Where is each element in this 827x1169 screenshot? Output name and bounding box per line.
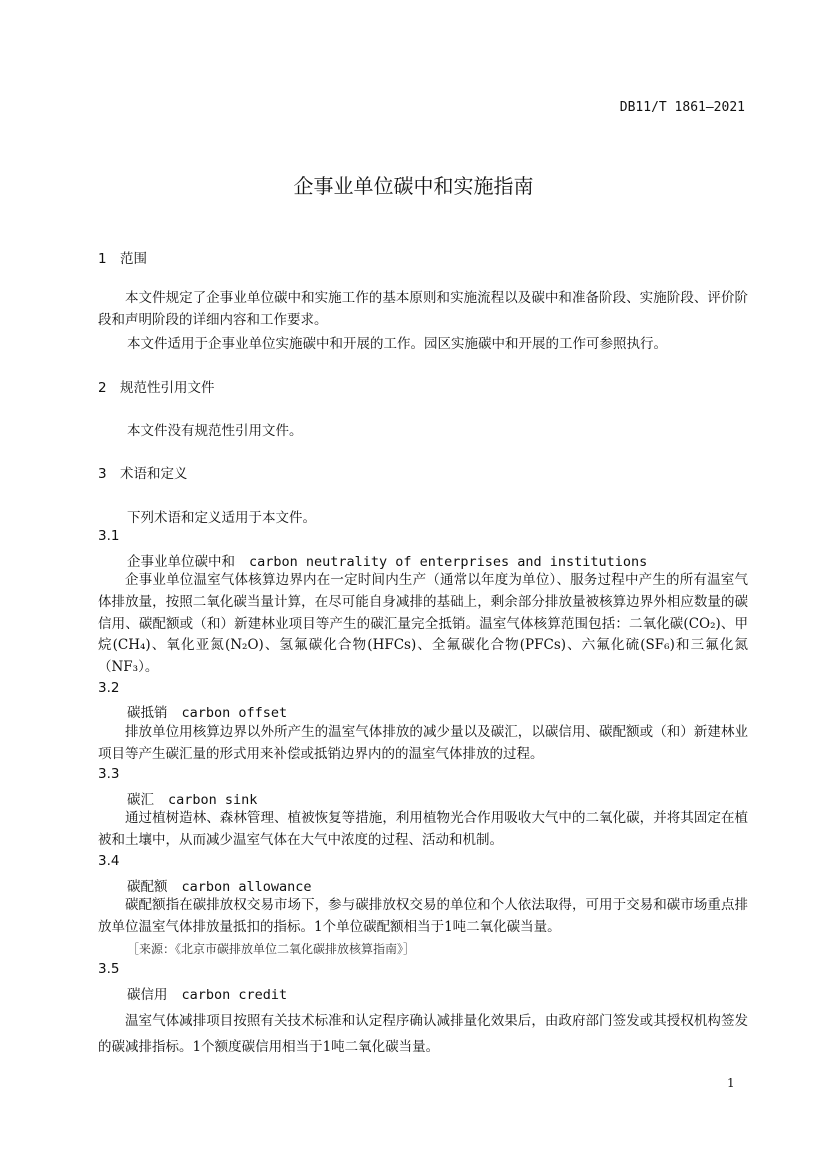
document-number: DB11/T 1861—2021 xyxy=(619,100,745,115)
section-number: 1 xyxy=(98,251,107,267)
term-number: 3.5 xyxy=(98,961,120,977)
term-title xyxy=(127,788,257,808)
term-definition: 企事业单位温室气体核算边界内在一定时间内生产（通常以年度为单位）、服务过程中产生的所有温室气体排放量，按照二氧化碳当量计算，在尽可能自身减排的基础上，剩余部分排放量被核算边界外相应数量的碳信用、碳配额或（和）新建林业项目等产生的碳汇量完全抵销。温室气体核算范围包括：二氧化碳(CO₂)、甲烷(CH₄)、氧化亚氮(N₂O)、氢氟碳化合物(HFCs)、全氟碳化合物(PFCs)、六氟化硫(SF₆)和三氟化氮（NF₃）。 xyxy=(98,572,748,676)
paragraph: 本文件规定了企事业单位碳中和实施工作的基本原则和实施流程以及碳中和准备阶段、实施阶段、评价阶段和声明阶段的详细内容和工作要求。 xyxy=(98,290,748,328)
section-number: 2 xyxy=(98,380,107,396)
term-definition: 碳配额指在碳排放权交易市场下，参与碳排放权交易的单位和个人依法取得，可用于交易和碳市场重点排放单位温室气体排放量抵扣的指标。1个单位碳配额相当于1吨二氧化碳当量。 xyxy=(98,897,748,935)
term-definition: 排放单位用核算边界以外所产生的温室气体排放的减少量以及碳汇，以碳信用、碳配额或（和）新建林业项目等产生碳汇量的形式用来补偿或抵销边界内的的温室气体排放的过程。 xyxy=(98,724,748,762)
term-number: 3.4 xyxy=(98,853,120,869)
section-title: 范围 xyxy=(120,251,147,267)
term-source: ［来源：《北京市碳排放单位二氧化碳排放核算指南》］ xyxy=(127,942,416,956)
term-en: carbon neutrality of enterprises and institutions xyxy=(249,554,648,570)
term-number: 3.3 xyxy=(98,766,120,782)
page-number: 1 xyxy=(727,1076,735,1090)
section-number: 3 xyxy=(98,466,107,482)
term-title xyxy=(127,701,287,721)
term-definition: 温室气体减排项目按照有关技术标准和认定程序确认减排量化效果后，由政府部门签发或其授权机构签发的碳减排指标。1个额度碳信用相当于1吨二氧化碳当量。 xyxy=(98,1013,748,1055)
term-definition: 通过植树造林、森林管理、植被恢复等措施，利用植物光合作用吸收大气中的二氧化碳，并将其固定在植被和土壤中，从而减少温室气体在大气中浓度的过程、活动和机制。 xyxy=(98,810,748,848)
section-title: 规范性引用文件 xyxy=(120,380,215,396)
term-title xyxy=(127,875,312,895)
page-title: 企事业单位碳中和实施指南 xyxy=(293,174,534,198)
term-zh: 碳抵销 xyxy=(127,705,168,721)
term-en: carbon offset xyxy=(181,705,288,721)
term-title xyxy=(127,550,647,570)
paragraph: 下列术语和定义适用于本文件。 xyxy=(127,510,316,526)
paragraph: 本文件适用于企事业单位实施碳中和开展的工作。园区实施碳中和开展的工作可参照执行。 xyxy=(127,336,667,352)
term-en: carbon allowance xyxy=(181,879,312,895)
section-heading-3 xyxy=(98,462,188,482)
term-en: carbon sink xyxy=(168,792,258,808)
term-title xyxy=(127,983,287,1003)
section-title: 术语和定义 xyxy=(120,466,188,482)
term-zh: 碳信用 xyxy=(127,987,168,1003)
term-zh: 碳配额 xyxy=(127,879,168,895)
section-heading-1 xyxy=(98,247,147,267)
section-heading-2 xyxy=(98,376,215,396)
term-zh: 碳汇 xyxy=(127,792,154,808)
term-en: carbon credit xyxy=(181,987,288,1003)
paragraph: 本文件没有规范性引用文件。 xyxy=(127,423,303,439)
term-number: 3.1 xyxy=(98,528,120,544)
term-zh: 企事业单位碳中和 xyxy=(127,554,235,570)
term-number: 3.2 xyxy=(98,680,120,696)
